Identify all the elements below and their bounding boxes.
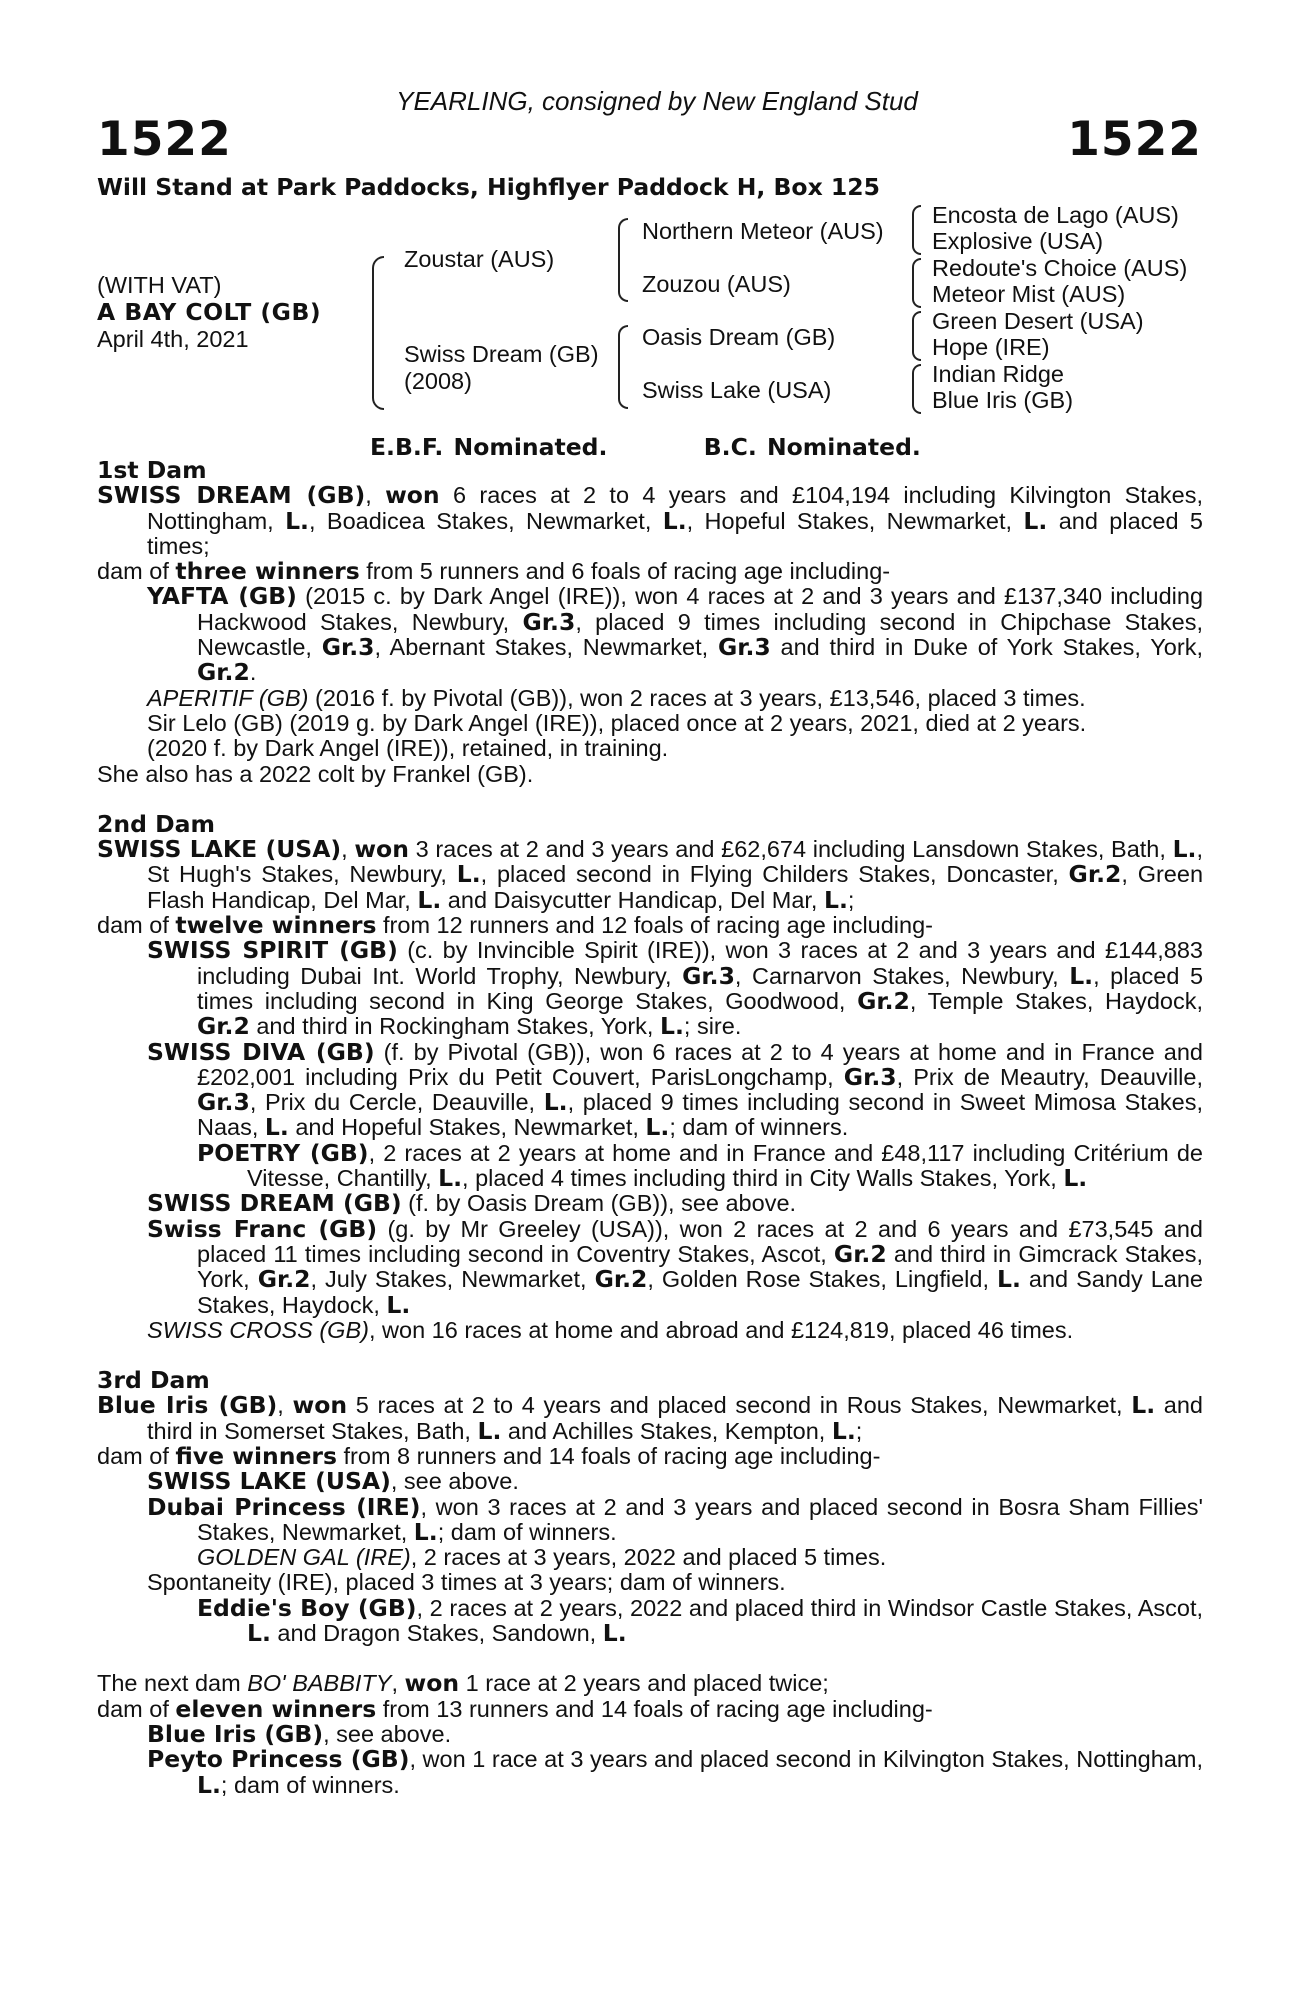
produce-peyto-princess: Peyto Princess (GB), won 1 race at 3 years and placed second in Kilvington Stakes, Nottingham, L.; dam of winners. <box>147 1745 1203 1799</box>
produce-2020: (2020 f. by Dark Angel (IRE)), retained, in training. <box>147 735 669 762</box>
lot-number-right: 1522 <box>1067 112 1202 167</box>
sire-dam: Zouzou (AUS) <box>642 271 791 297</box>
first-dam-produce-summary: dam of three winners from 5 runners and 6 foals of racing age including- <box>97 557 891 586</box>
gg-5: Green Desert (USA) <box>932 308 1144 334</box>
pedigree-brace-ss <box>912 205 921 255</box>
gg-1: Encosta de Lago (AUS) <box>932 202 1179 228</box>
gg-4: Meteor Mist (AUS) <box>932 281 1126 307</box>
lot-number-left: 1522 <box>97 112 232 167</box>
third-dam-entry: Blue Iris (GB), won 5 races at 2 to 4 years and placed second in Rous Stakes, Newmarket, L. and third in Somerset Stakes, Bath, L. and Achilles Stakes, Kempton, L.; <box>97 1391 1203 1445</box>
horse-name: A BAY COLT (GB) <box>97 298 322 326</box>
produce-dubai-princess: Dubai Princess (IRE), won 3 races at 2 and 3 years and placed second in Bosra Sham Fillies' Stakes, Newmarket, L.; dam of winners. <box>147 1492 1204 1546</box>
second-dam-entry: SWISS LAKE (USA), won 3 races at 2 and 3 years and £62,674 including Lansdown Stakes, Bath, L., St Hugh's Stakes, Newbury, L., placed second in Flying Childers Stakes, Doncaster, Gr.2, Green Flash Handicap, Del Mar, L. and Daisycutter Handicap, Del Mar, L.; <box>97 835 1204 914</box>
produce-swiss-spirit: SWISS SPIRIT (GB) (c. by Invincible Spirit (IRE)), won 3 races at 2 and 3 years and £144,883 including Dubai Int. World Trophy, Newbury, Gr.3, Carnarvon Stakes, Newbury, L., placed 5 times including second in King George Stakes, Goodwood, Gr.2, Temple Stakes, Haydock, Gr.2 and third in Rockingham Stakes, York, L.; sire. <box>147 936 1204 1041</box>
produce-spontaneity: Spontaneity (IRE), placed 3 times at 3 years; dam of winners. <box>147 1569 786 1596</box>
produce-swiss-dream: SWISS DREAM (GB) (f. by Oasis Dream (GB)), see above. <box>147 1189 797 1218</box>
pedigree-brace-dd <box>912 364 921 414</box>
produce-poetry: POETRY (GB), 2 races at 2 years at home and in France and £48,117 including Critérium de Vitesse, Chantilly, L., placed 4 times including third in City Walls Stakes, York, L. <box>197 1138 1203 1193</box>
second-dam-heading: 2nd Dam <box>97 809 215 838</box>
next-dam-produce-summary: dam of eleven winners from 13 runners and 14 foals of racing age including- <box>97 1694 933 1723</box>
gg-7: Indian Ridge <box>932 361 1064 387</box>
dam-name: Swiss Dream (GB) <box>404 341 599 367</box>
produce-golden-gal: GOLDEN GAL (IRE), 2 races at 3 years, 2022 and placed 5 times. <box>197 1544 887 1571</box>
gg-3: Redoute's Choice (AUS) <box>932 255 1188 281</box>
lot-subtitle: YEARLING, consigned by New England Stud <box>396 86 918 116</box>
pedigree-brace-dam <box>618 325 628 409</box>
produce-eddies-boy: Eddie's Boy (GB), 2 races at 2 years, 2022 and placed third in Windsor Castle Stakes, Ascot, L. and Dragon Stakes, Sandown, L. <box>197 1593 1203 1648</box>
stand-location: Will Stand at Park Paddocks, Highflyer Paddock H, Box 125 <box>97 173 880 201</box>
gg-6: Hope (IRE) <box>932 334 1050 360</box>
gg-2: Explosive (USA) <box>932 228 1104 254</box>
first-dam-entry: SWISS DREAM (GB), won 6 races at 2 to 4 years and £104,194 including Kilvington Stakes, Nottingham, L., Boadicea Stakes, Newmarket, L., Hopeful Stakes, Newmarket, L. and placed 5 times; <box>97 481 1204 559</box>
ebf-nomination: E.B.F. Nominated. <box>370 433 608 461</box>
pedigree-brace-ds <box>912 311 921 361</box>
next-dam-entry: The next dam BO' BABBITY, won 1 race at 2 years and placed twice; <box>97 1669 829 1698</box>
first-dam-heading: 1st Dam <box>97 456 207 484</box>
produce-swiss-franc: Swiss Franc (GB) (g. by Mr Greeley (USA)), won 2 races at 2 and 6 years and £73,545 and placed 11 times including second in Coventry Stakes, Ascot, Gr.2 and third in Gimcrack Stakes, York, Gr.2, July Stakes, Newmarket, Gr.2, Golden Rose Stakes, Lingfield, L. and Sandy Lane Stakes, Haydock, L. <box>147 1214 1204 1319</box>
pedigree-brace-sire <box>618 218 628 302</box>
produce-blue-iris: Blue Iris (GB), see above. <box>147 1719 452 1748</box>
produce-sir-lelo: Sir Lelo (GB) (2019 g. by Dark Angel (IRE)), placed once at 2 years, 2021, died at 2 years. <box>147 709 1087 736</box>
produce-yafta: YAFTA (GB) (2015 c. by Dark Angel (IRE)), won 4 races at 2 and 3 years and £137,340 including Hackwood Stakes, Newbury, Gr.3, placed 9 times including second in Chipchase Stakes, Newcastle, Gr.3, Abernant Stakes, Newmarket, Gr.3 and third in Duke of York Stakes, York, Gr.2. <box>147 582 1204 687</box>
produce-2022: She also has a 2022 colt by Frankel (GB). <box>97 760 534 787</box>
pedigree-brace-sd <box>912 258 921 308</box>
dam-year: (2008) <box>404 368 472 394</box>
produce-swiss-cross: SWISS CROSS (GB), won 16 races at home and abroad and £124,819, placed 46 times. <box>147 1316 1074 1343</box>
second-dam-produce-summary: dam of twelve winners from 12 runners and 12 foals of racing age including- <box>97 911 933 940</box>
gg-8: Blue Iris (GB) <box>932 387 1074 413</box>
nominations <box>370 433 921 461</box>
dam-dam: Swiss Lake (USA) <box>642 377 832 403</box>
produce-swiss-lake: SWISS LAKE (USA), see above. <box>147 1467 519 1496</box>
produce-aperitif: APERITIF (GB) (2016 f. by Pivotal (GB)), won 2 races at 3 years, £13,546, placed 3 times. <box>147 684 1086 711</box>
sire-sire: Northern Meteor (AUS) <box>642 218 884 244</box>
third-dam-heading: 3rd Dam <box>97 1366 210 1395</box>
produce-swiss-diva: SWISS DIVA (GB) (f. by Pivotal (GB)), won 6 races at 2 to 4 years at home and in France and £202,001 including Prix du Petit Couvert, ParisLongchamp, Gr.3, Prix de Meautry, Deauville, Gr.3, Prix du Cercle, Deauville, L., placed 9 times including second in Sweet Mimosa Stakes, Naas, L. and Hopeful Stakes, Newmarket, L.; dam of winners. <box>147 1037 1204 1142</box>
foaling-date: April 4th, 2021 <box>97 326 249 352</box>
dam-sire: Oasis Dream (GB) <box>642 324 836 350</box>
catalogue-body <box>97 458 1203 1798</box>
sire-name: Zoustar (AUS) <box>404 246 555 272</box>
vat-note: (WITH VAT) <box>97 272 222 298</box>
bc-nomination: B.C. Nominated. <box>703 433 921 461</box>
third-dam-produce-summary: dam of five winners from 8 runners and 14 foals of racing age including- <box>97 1441 881 1470</box>
pedigree-brace-main <box>372 256 384 410</box>
